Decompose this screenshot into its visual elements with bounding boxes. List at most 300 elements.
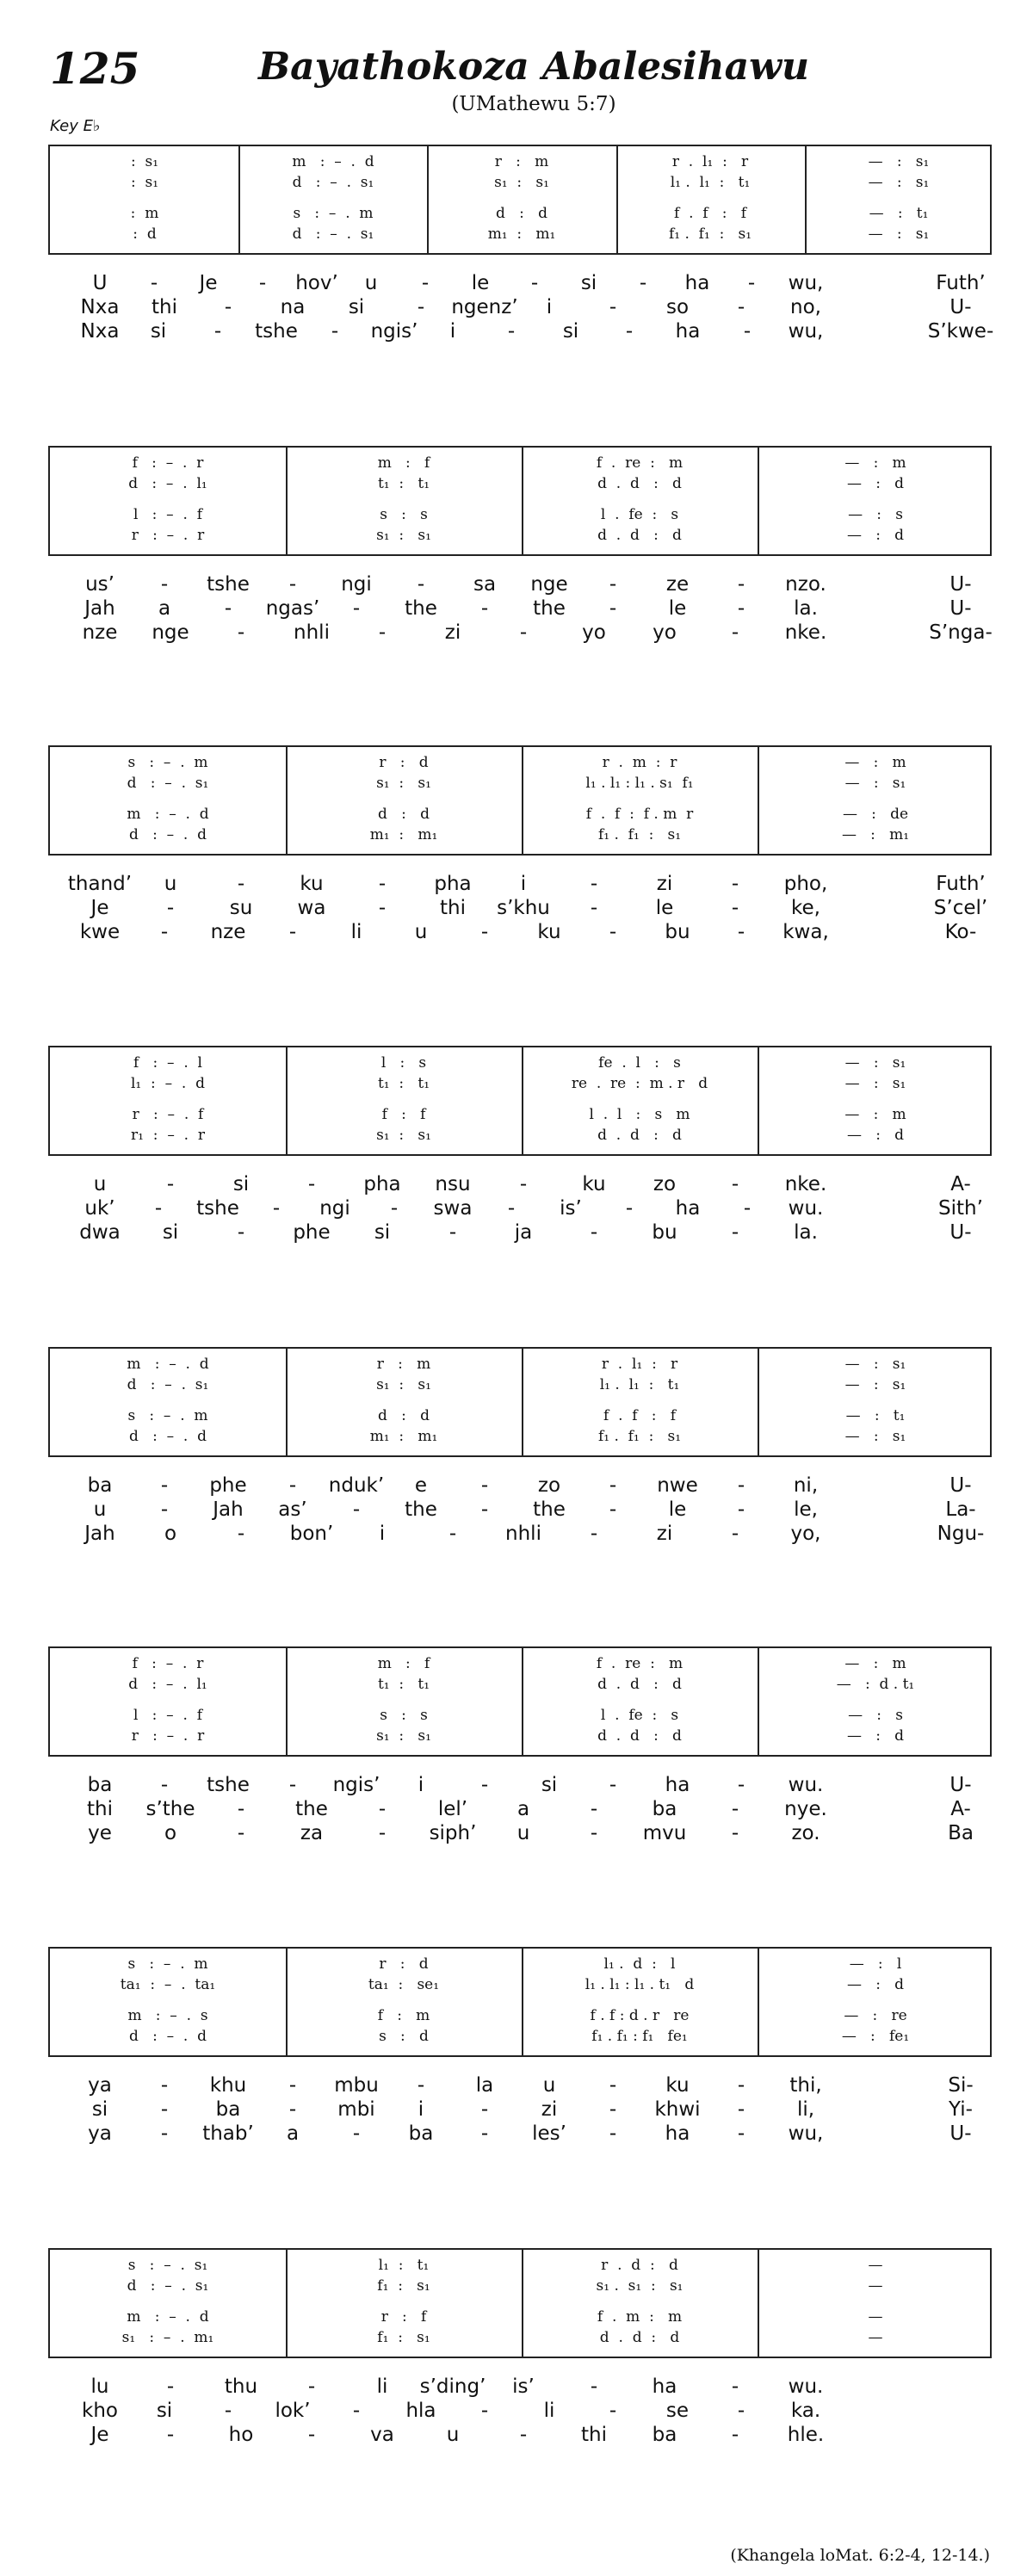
lyric-syllable: - <box>237 873 245 895</box>
lyric-syllable: - <box>150 272 158 294</box>
lyric-syllable: - <box>166 2375 175 2398</box>
lyric-syllable: lok’ <box>275 2400 311 2422</box>
note-cell: — : d <box>846 1727 905 1745</box>
lyric-syllable: wu. <box>788 1774 824 1796</box>
lyric-syllable: - <box>224 2400 232 2422</box>
lyric-syllable: - <box>160 2122 169 2145</box>
lyric-syllable: nhli <box>505 1523 541 1545</box>
lyric-syllable: U- <box>949 1221 972 1244</box>
lyric-syllable: - <box>519 1173 528 1195</box>
lyric-syllable: bu <box>665 921 690 943</box>
lyric-syllable: si <box>348 296 365 318</box>
key-signature: Key E♭ <box>50 117 101 135</box>
note-cell: m₁ : m₁ <box>369 1428 438 1445</box>
lyric-syllable: Ko- <box>944 921 977 943</box>
lyric-syllable: nke. <box>784 1173 827 1195</box>
note-cell: f : m <box>377 2007 430 2024</box>
lyric-syllable: ya <box>88 2074 112 2097</box>
lyric-syllable: - <box>378 873 387 895</box>
note-cell: f₁ . f₁ : s₁ <box>597 1428 682 1445</box>
voice-row <box>50 826 990 845</box>
lyric-syllable: mbu <box>334 2074 379 2097</box>
lyric-syllable: ha <box>684 272 710 294</box>
lyric-syllable: ye <box>88 1822 112 1844</box>
lyric-syllable: pha <box>363 1173 401 1195</box>
lyric-syllable: ku <box>665 2074 690 2097</box>
lyric-syllable: the <box>295 1798 328 1820</box>
note-cell: m : f <box>377 454 430 472</box>
note-cell: f . re : m <box>596 1655 684 1672</box>
note-cell: d : – . s₁ <box>127 1376 209 1393</box>
hymn-number: 125 <box>50 43 140 94</box>
note-cell: s₁ . s₁ : s₁ <box>596 2277 684 2295</box>
lyric-line <box>48 873 992 897</box>
lyric-syllable: - <box>237 1798 245 1820</box>
lyric-syllable: tshe <box>207 573 250 596</box>
note-cell: r : d <box>379 754 429 771</box>
lyric-syllable: khwi <box>654 2098 701 2121</box>
lyric-syllable: - <box>480 1774 489 1796</box>
lyric-syllable: ngis’ <box>332 1774 380 1796</box>
lyric-syllable: a <box>286 2122 300 2145</box>
lyric-syllable: - <box>378 621 387 644</box>
note-cell: s : – . m <box>127 754 208 771</box>
lyric-syllable: - <box>737 921 745 943</box>
lyric-syllable: - <box>609 573 617 596</box>
note-cell: r . l₁ : r <box>671 153 749 170</box>
voice-row <box>50 225 990 244</box>
note-cell: r . m : r <box>602 754 677 771</box>
note-cell: t₁ : t₁ <box>377 1075 430 1092</box>
lyric-syllable: si <box>541 1774 558 1796</box>
lyric-syllable: u <box>93 1498 107 1521</box>
note-cell: l . fe : s <box>600 506 679 523</box>
lyric-line <box>48 2375 992 2400</box>
lyric-syllable: ngis’ <box>370 320 418 343</box>
lyric-syllable: - <box>480 597 489 620</box>
voice-row <box>50 1407 990 1426</box>
lyric-syllable: yo <box>582 621 606 644</box>
lyric-syllable: tshe <box>255 320 298 343</box>
lyric-syllable: - <box>480 1474 489 1497</box>
lyric-syllable: Ngu- <box>937 1523 985 1545</box>
note-cell: m : – . d <box>292 153 374 170</box>
lyric-syllable: - <box>378 1822 387 1844</box>
lyric-line <box>48 1798 992 1822</box>
lyric-syllable: ni, <box>793 1474 819 1497</box>
note-cell: : d <box>133 225 157 243</box>
note-cell: f : f <box>381 1106 426 1123</box>
lyric-syllable: a <box>516 1798 530 1820</box>
lyric-syllable: ku <box>300 873 324 895</box>
voice-row <box>50 1976 990 1995</box>
lyric-syllable: Nxa <box>80 320 120 343</box>
lyric-syllable: - <box>609 1774 617 1796</box>
lyric-syllable: le <box>471 272 490 294</box>
lyric-syllable: - <box>417 296 425 318</box>
lyric-syllable: ha <box>652 2375 677 2398</box>
lyric-syllable: zo <box>537 1474 561 1497</box>
lyric-line <box>48 1173 992 1197</box>
note-cell: — : t₁ <box>869 205 929 222</box>
voice-row <box>50 806 990 825</box>
lyric-syllable: - <box>590 1822 598 1844</box>
note-cell: l . l : s m <box>589 1106 690 1123</box>
lyric-line <box>48 1523 992 1547</box>
note-cell: s₁ : – . m₁ <box>121 2329 214 2346</box>
note-cell: l₁ . l₁ : l₁ . t₁ d <box>585 1976 695 1993</box>
note-cell: l₁ . l₁ : t₁ <box>670 174 751 191</box>
lyric-syllable: si <box>150 320 167 343</box>
lyric-syllable: bu <box>652 1221 677 1244</box>
lyric-syllable: za <box>300 1822 324 1844</box>
lyric-syllable: ha <box>675 1197 701 1220</box>
lyric-syllable: u <box>164 873 177 895</box>
lyric-syllable: mbi <box>337 2098 375 2121</box>
sol-fa-staff <box>48 1347 992 1457</box>
note-cell: — : s₁ <box>868 174 930 191</box>
lyric-syllable: - <box>731 2424 739 2446</box>
lyric-syllable: siph’ <box>429 1822 477 1844</box>
lyric-syllable: bon’ <box>289 1523 334 1545</box>
lyric-syllable: uk’ <box>84 1197 115 1220</box>
note-cell: r : – . r <box>131 527 205 544</box>
lyric-syllable: tshe <box>207 1774 250 1796</box>
voice-row <box>50 2028 990 2047</box>
lyric-syllable: zo. <box>791 1822 820 1844</box>
note-cell: m₁ : m₁ <box>369 826 438 843</box>
lyric-syllable: ya <box>88 2122 112 2145</box>
lyric-syllable: ba <box>652 2424 677 2446</box>
voice-row <box>50 2329 990 2348</box>
note-cell: f : – . r <box>132 1655 204 1672</box>
lyric-syllable: La- <box>945 1498 976 1521</box>
lyric-syllable: - <box>480 1498 489 1521</box>
lyric-syllable: si <box>156 2400 173 2422</box>
lyric-syllable: - <box>731 897 739 919</box>
lyric-syllable: nduk’ <box>328 1474 385 1497</box>
note-cell: d : – . s₁ <box>292 174 374 191</box>
lyric-syllable: S’nga- <box>929 621 993 644</box>
lyric-syllable: nye. <box>784 1798 827 1820</box>
lyric-syllable: u <box>516 1822 530 1844</box>
lyric-syllable: - <box>731 1822 739 1844</box>
lyric-syllable: si <box>562 320 579 343</box>
lyric-syllable: nge <box>530 573 568 596</box>
lyric-syllable: - <box>590 897 598 919</box>
note-cell: s : – . m <box>127 1955 208 1973</box>
lyric-syllable: - <box>590 1221 598 1244</box>
voice-row <box>50 1106 990 1125</box>
lyric-syllable: va <box>370 2424 394 2446</box>
note-cell: f₁ : s₁ <box>377 2329 430 2346</box>
note-cell: s₁ : s₁ <box>376 1376 431 1393</box>
lyric-syllable: le, <box>794 1498 818 1521</box>
note-cell: : m <box>130 205 159 222</box>
lyric-syllable: - <box>737 573 745 596</box>
lyric-syllable: sa <box>473 573 497 596</box>
note-cell: s : s <box>380 1707 428 1724</box>
lyric-syllable: se <box>665 2400 690 2422</box>
note-cell: m : f <box>377 1655 430 1672</box>
lyric-syllable: li, <box>796 2098 815 2121</box>
lyric-syllable: phe <box>293 1221 331 1244</box>
lyric-syllable: - <box>160 2098 169 2121</box>
note-cell: — : de <box>842 806 909 823</box>
lyric-syllable: i <box>418 2098 424 2121</box>
lyric-syllable: - <box>288 2074 297 2097</box>
note-cell: l : s <box>380 1054 427 1072</box>
lyric-syllable: khu <box>209 2074 247 2097</box>
voice-row <box>50 2007 990 2026</box>
lyric-syllable: - <box>421 272 430 294</box>
lyric-syllable: - <box>448 1221 457 1244</box>
lyric-syllable: is’ <box>560 1197 582 1220</box>
lyric-syllable: u <box>414 921 428 943</box>
note-cell: d : – . d <box>128 1428 207 1445</box>
lyric-syllable: kwa, <box>782 921 829 943</box>
lyric-line <box>48 597 992 621</box>
note-cell: d : – . l₁ <box>128 475 207 492</box>
lyric-syllable: thab’ <box>202 2122 254 2145</box>
lyric-syllable: - <box>747 272 756 294</box>
lyric-syllable: - <box>480 2122 489 2145</box>
lyric-syllable: the <box>405 597 437 620</box>
note-cell: — : m <box>844 1106 906 1123</box>
lyric-syllable: us’ <box>85 573 114 596</box>
note-cell: r : d <box>379 1955 429 1973</box>
lyric-syllable: si <box>91 2098 108 2121</box>
lyric-syllable: the <box>533 1498 566 1521</box>
note-cell: ta₁ : – . ta₁ <box>120 1976 216 1993</box>
lyric-syllable: la. <box>794 1221 818 1244</box>
lyric-syllable: the <box>533 597 566 620</box>
lyric-syllable: - <box>731 1798 739 1820</box>
note-cell: — : s₁ <box>844 1428 906 1445</box>
lyric-syllable: su <box>229 897 253 919</box>
lyric-syllable: - <box>507 320 516 343</box>
note-cell: — : s₁ <box>868 225 930 243</box>
sol-fa-staff <box>48 1646 992 1757</box>
lyric-syllable: le <box>668 1498 687 1521</box>
lyric-syllable: thi <box>581 2424 607 2446</box>
lyric-syllable: thu <box>224 2375 258 2398</box>
lyric-syllable: ba <box>87 1774 113 1796</box>
lyric-syllable: ku <box>537 921 561 943</box>
lyric-syllable: la. <box>794 597 818 620</box>
lyric-syllable: thand’ <box>67 873 133 895</box>
lyric-syllable: - <box>160 1498 169 1521</box>
note-cell: — : s <box>848 1707 903 1724</box>
lyric-syllable: wu, <box>788 2122 824 2145</box>
lyric-syllable: zi <box>541 2098 558 2121</box>
note-cell: — : l <box>849 1955 902 1973</box>
lyric-syllable: ja <box>514 1221 533 1244</box>
lyric-syllable: nhli <box>294 621 330 644</box>
lyric-syllable: u <box>446 2424 460 2446</box>
note-cell: f₁ . f₁ : f₁ fe₁ <box>591 2028 688 2045</box>
lyric-syllable: thi <box>440 897 466 919</box>
lyric-syllable: s’the <box>145 1798 195 1820</box>
lyric-syllable: le <box>668 597 687 620</box>
note-cell: d : – . s₁ <box>127 2277 209 2295</box>
note-cell: f . f : f <box>673 205 747 222</box>
lyric-syllable: - <box>258 272 267 294</box>
lyric-syllable: dwa <box>79 1221 121 1244</box>
lyric-line <box>48 897 992 921</box>
note-cell: s : – . m <box>127 1407 208 1424</box>
lyric-syllable: a <box>158 597 171 620</box>
voice-row <box>50 1376 990 1395</box>
note-cell: d . d : d <box>597 527 682 544</box>
note-cell: — : d <box>846 527 905 544</box>
note-cell: f . f : f . m r <box>585 806 694 823</box>
lyric-syllable: - <box>609 2400 617 2422</box>
note-cell: d . d : d <box>599 2329 680 2346</box>
lyric-syllable: - <box>288 1774 297 1796</box>
note-cell: — <box>868 2257 883 2274</box>
lyric-syllable: ke, <box>791 897 820 919</box>
lyric-syllable: - <box>590 1523 598 1545</box>
lyric-syllable: - <box>166 1173 175 1195</box>
lyric-syllable: - <box>272 1197 281 1220</box>
lyric-syllable: Sith’ <box>938 1197 983 1220</box>
note-cell: — <box>868 2329 883 2346</box>
lyric-syllable: thi <box>87 1798 113 1820</box>
note-cell: s₁ : s₁ <box>376 775 431 792</box>
note-cell: t₁ : t₁ <box>377 1676 430 1693</box>
voice-row <box>50 1676 990 1695</box>
lyric-syllable: - <box>743 320 752 343</box>
lyric-syllable: nze <box>210 921 246 943</box>
note-cell: l₁ . l₁ : l₁ . s₁ f₁ <box>585 775 694 792</box>
lyric-syllable: - <box>731 1173 739 1195</box>
lyric-syllable: - <box>737 296 745 318</box>
lyric-syllable: si <box>232 1173 250 1195</box>
lyric-syllable: Ba <box>948 1822 974 1844</box>
lyric-syllable: ngas’ <box>265 597 320 620</box>
lyric-syllable: ho <box>228 2424 254 2446</box>
lyric-syllable: U- <box>949 2122 972 2145</box>
lyric-syllable: - <box>237 1822 245 1844</box>
lyric-line <box>48 1774 992 1798</box>
note-cell: d . d : d <box>597 1127 682 1144</box>
lyric-syllable: - <box>160 2074 169 2097</box>
note-cell: — : s <box>848 506 903 523</box>
lyric-syllable: so <box>665 296 690 318</box>
lyric-line <box>48 2098 992 2122</box>
lyric-syllable: - <box>609 2074 617 2097</box>
lyric-syllable: ze <box>665 573 690 596</box>
lyric-syllable: S’cel’ <box>933 897 988 919</box>
note-cell: r₁ : – . r <box>131 1127 205 1144</box>
note-cell: s₁ : s₁ <box>376 1727 431 1745</box>
lyric-syllable: la <box>475 2074 494 2097</box>
lyric-syllable: - <box>378 897 387 919</box>
voice-row <box>50 527 990 546</box>
lyric-syllable: - <box>609 597 617 620</box>
note-cell: r . d : d <box>601 2257 678 2274</box>
voice-row <box>50 1727 990 1746</box>
note-cell: — : d <box>846 1976 905 1993</box>
note-cell: — : m <box>844 1655 906 1672</box>
lyric-syllable: - <box>731 2375 739 2398</box>
lyric-line <box>48 1498 992 1523</box>
lyric-syllable: lu <box>90 2375 109 2398</box>
voice-row <box>50 475 990 494</box>
lyric-syllable: Jah <box>84 1523 115 1545</box>
note-cell: d : d <box>378 1407 430 1424</box>
note-cell: s₁ : s₁ <box>376 1127 431 1144</box>
note-cell: f : – . l <box>133 1054 202 1072</box>
lyric-syllable: - <box>480 921 489 943</box>
voice-row <box>50 174 990 193</box>
lyric-syllable: - <box>352 597 361 620</box>
lyric-line <box>48 1197 992 1221</box>
lyric-syllable: u <box>542 2074 556 2097</box>
note-cell: r : – . r <box>131 1727 205 1745</box>
note-cell: — <box>868 2277 883 2295</box>
note-cell: d : – . d <box>128 2028 207 2045</box>
lyric-syllable: Futh’ <box>936 272 986 294</box>
note-cell: : s₁ <box>130 174 159 191</box>
note-cell: — : s₁ <box>844 1376 906 1393</box>
lyric-syllable: - <box>625 320 634 343</box>
lyric-syllable: - <box>237 1523 245 1545</box>
lyric-syllable: thi, <box>789 2074 822 2097</box>
lyric-line <box>48 921 992 945</box>
lyric-syllable: ngi <box>319 1197 350 1220</box>
lyric-syllable: si <box>162 1221 179 1244</box>
note-cell: d . d : d <box>597 475 682 492</box>
lyric-syllable: U- <box>949 1474 972 1497</box>
lyric-syllable: ba <box>408 2122 434 2145</box>
voice-row <box>50 775 990 794</box>
lyric-syllable: kho <box>82 2400 118 2422</box>
lyric-syllable: S’kwe- <box>927 320 994 343</box>
lyric-syllable: nze <box>82 621 118 644</box>
note-cell: d : d <box>496 205 547 222</box>
sol-fa-staff <box>48 1947 992 2057</box>
lyric-syllable: pha <box>434 873 472 895</box>
lyric-syllable: - <box>625 1197 634 1220</box>
footnote: (Khangela loMat. 6:2-4, 12-14.) <box>730 2546 990 2565</box>
lyric-line <box>48 2424 992 2448</box>
lyric-line <box>48 1221 992 1245</box>
voice-row <box>50 205 990 224</box>
lyric-syllable: o <box>164 1822 177 1844</box>
note-cell: — : re <box>844 2007 907 2024</box>
lyric-syllable: - <box>737 1774 745 1796</box>
note-cell: — : s₁ <box>868 153 930 170</box>
lyric-syllable: - <box>480 2098 489 2121</box>
lyric-syllable: - <box>288 1474 297 1497</box>
lyric-syllable: U- <box>949 1774 972 1796</box>
lyric-syllable: Si- <box>948 2074 974 2097</box>
lyric-syllable: wu, <box>788 272 824 294</box>
note-cell: l : – . f <box>133 506 202 523</box>
lyric-syllable: yo, <box>790 1523 821 1545</box>
lyric-syllable: - <box>417 573 425 596</box>
lyric-syllable: na <box>280 296 306 318</box>
voice-row <box>50 1955 990 1974</box>
lyric-syllable: - <box>609 296 617 318</box>
voice-row <box>50 2308 990 2327</box>
lyric-syllable: - <box>737 2400 745 2422</box>
lyric-line <box>48 2122 992 2147</box>
lyric-syllable: - <box>731 1523 739 1545</box>
lyric-syllable: i <box>418 1774 424 1796</box>
